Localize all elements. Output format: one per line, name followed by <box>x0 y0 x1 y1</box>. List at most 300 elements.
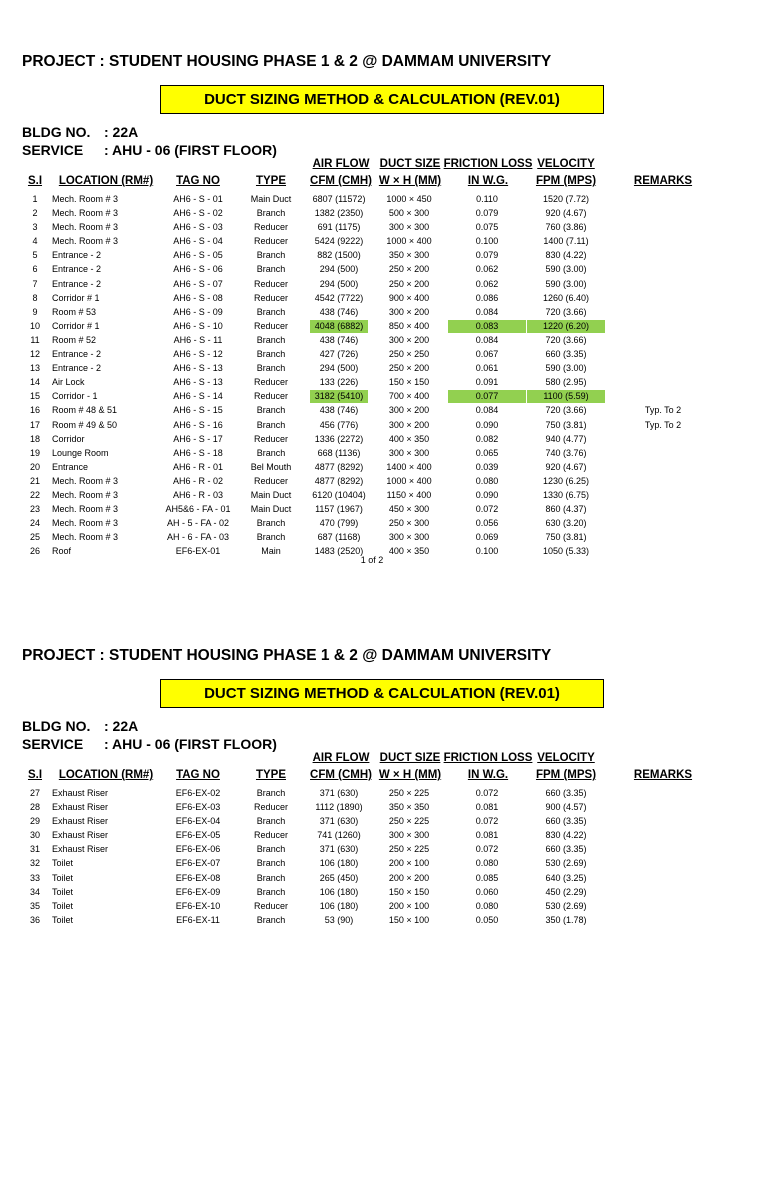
page-number: 1 of 2 <box>360 555 384 565</box>
cell-rem: Typ. To 2 <box>644 419 682 430</box>
cell-fric: 0.110 <box>476 194 498 204</box>
cell-fric: 0.085 <box>475 872 499 883</box>
cell-tag: AH6 - S - 01 <box>173 194 223 204</box>
cell-fric: 0.072 <box>475 844 499 855</box>
cell-tag: EF6-EX-01 <box>175 546 221 557</box>
header-si: S.I <box>27 175 43 187</box>
project-title: PROJECT : STUDENT HOUSING PHASE 1 & 2 @ DAMMAM UNIVERSITY <box>22 647 552 664</box>
cell-loc: Entrance <box>52 461 89 472</box>
table-row <box>0 447 768 461</box>
service-value: : AHU - 06 (FIRST FLOOR) <box>104 736 277 752</box>
header-location: LOCATION (RM#) <box>58 769 154 781</box>
cell-tag: AH - 6 - FA - 03 <box>166 532 230 543</box>
table-row <box>0 914 768 928</box>
cell-loc: Mech. Room # 3 <box>52 222 119 233</box>
cell-type: Reducer <box>253 377 289 388</box>
table-row <box>0 503 768 517</box>
cell-tag: AH6 - S - 11 <box>173 334 223 345</box>
table-row <box>0 829 768 843</box>
table-row <box>0 857 768 871</box>
cell-duct: 1000 × 400 <box>386 236 432 247</box>
cell-vel: 1260 (6.40) <box>542 292 590 303</box>
cell-vel: 590 (3.00) <box>545 264 587 275</box>
cell-tag: EF6-EX-09 <box>175 886 221 897</box>
cell-loc: Mech. Room # 3 <box>52 236 119 247</box>
table-row <box>0 263 768 277</box>
cell-duct: 300 × 300 <box>388 532 430 543</box>
cell-duct: 150 × 150 <box>388 377 430 388</box>
cell-duct: 250 × 200 <box>388 264 430 275</box>
cell-vel: 830 (4.22) <box>545 250 587 261</box>
header-velocity-top: VELOCITY <box>537 158 595 170</box>
cell-air: 6807 (11572) <box>312 194 366 204</box>
cell-vel: 590 (3.00) <box>545 363 587 374</box>
cell-air: 294 (500) <box>319 278 359 289</box>
cell-loc: Entrance - 2 <box>52 349 102 360</box>
cell-loc: Mech. Room # 3 <box>52 489 119 500</box>
cell-air: 294 (500) <box>319 264 359 275</box>
cell-fric: 0.077 <box>448 390 526 403</box>
cell-vel: 350 (1.78) <box>545 914 587 925</box>
cell-vel: 1050 (5.33) <box>542 546 590 557</box>
cell-duct: 300 × 300 <box>388 222 430 233</box>
cell-si: 18 <box>29 433 41 444</box>
cell-type: Branch <box>256 349 286 360</box>
cell-air: 106 (180) <box>319 858 359 869</box>
cell-fric: 0.080 <box>475 858 499 869</box>
page-2 <box>0 594 768 1188</box>
header-ductsize-top: DUCT SIZE <box>379 752 441 764</box>
cell-tag: AH6 - R - 03 <box>172 489 224 500</box>
header-tag-no: TAG NO <box>176 175 220 187</box>
cell-duct: 900 × 400 <box>388 292 430 303</box>
cell-si: 28 <box>29 802 41 813</box>
cell-fric: 0.100 <box>475 546 499 557</box>
table-row <box>0 900 768 914</box>
cell-duct: 1000 × 450 <box>386 194 432 204</box>
cell-air: 6120 (10404) <box>312 489 366 500</box>
table-row <box>0 193 768 207</box>
cell-tag: AH6 - S - 13 <box>173 363 223 374</box>
cell-vel: 830 (4.22) <box>545 830 587 841</box>
cell-si: 9 <box>32 306 38 317</box>
bldg-label: BLDG NO. <box>22 124 91 140</box>
cell-air: 882 (1500) <box>317 250 361 261</box>
cell-duct: 1000 × 400 <box>386 475 432 486</box>
cell-si: 34 <box>29 886 41 897</box>
cell-duct: 150 × 150 <box>388 886 430 897</box>
cell-fric: 0.075 <box>475 222 499 233</box>
cell-loc: Corridor # 1 <box>52 320 100 331</box>
cell-type: Branch <box>256 914 286 925</box>
cell-duct: 300 × 200 <box>388 306 430 317</box>
cell-type: Branch <box>256 405 286 416</box>
cell-air: 668 (1136) <box>317 447 361 458</box>
cell-air: 3182 (5410) <box>310 390 368 403</box>
cell-fric: 0.069 <box>475 532 499 543</box>
cell-loc: Entrance - 2 <box>52 264 102 275</box>
cell-tag: AH6 - S - 12 <box>173 349 223 360</box>
cell-duct: 250 × 200 <box>388 363 430 374</box>
header-airflow-top: AIR FLOW <box>312 752 370 764</box>
cell-duct: 300 × 300 <box>388 447 430 458</box>
cell-vel: 740 (3.76) <box>545 447 587 458</box>
cell-si: 30 <box>29 830 41 841</box>
cell-duct: 250 × 225 <box>388 788 430 798</box>
table-row <box>0 376 768 390</box>
cell-loc: Toilet <box>52 858 74 869</box>
cell-fric: 0.081 <box>475 802 499 813</box>
cell-air: 438 (746) <box>319 334 359 345</box>
cell-loc: Corridor # 1 <box>52 292 100 303</box>
table-row <box>0 249 768 263</box>
cell-type: Reducer <box>253 433 289 444</box>
cell-air: 4877 (8292) <box>314 461 364 472</box>
cell-fric: 0.061 <box>475 363 499 374</box>
cell-duct: 450 × 300 <box>388 504 430 515</box>
cell-si: 2 <box>32 208 38 219</box>
bldg-label: BLDG NO. <box>22 718 91 734</box>
cell-si: 31 <box>29 844 41 855</box>
cell-air: 294 (500) <box>319 363 359 374</box>
cell-type: Reducer <box>253 802 289 813</box>
table-row <box>0 419 768 433</box>
cell-duct: 300 × 200 <box>388 334 430 345</box>
calculation-title: DUCT SIZING METHOD & CALCULATION (REV.01) <box>204 91 560 108</box>
cell-duct: 250 × 250 <box>388 349 430 360</box>
cell-si: 21 <box>29 475 41 486</box>
cell-vel: 450 (2.29) <box>545 886 587 897</box>
cell-si: 25 <box>29 532 41 543</box>
cell-duct: 200 × 100 <box>388 900 430 911</box>
cell-si: 1 <box>32 194 38 204</box>
cell-fric: 0.039 <box>475 461 499 472</box>
table-row <box>0 390 768 404</box>
table-row <box>0 433 768 447</box>
cell-loc: Mech. Room # 3 <box>52 504 119 515</box>
cell-type: Main Duct <box>250 504 292 515</box>
calculation-title: DUCT SIZING METHOD & CALCULATION (REV.01) <box>204 685 560 702</box>
cell-type: Reducer <box>253 292 289 303</box>
table-row <box>0 801 768 815</box>
header-friction-top: FRICTION LOSS <box>443 158 533 170</box>
cell-duct: 350 × 300 <box>388 250 430 261</box>
cell-type: Branch <box>256 363 286 374</box>
cell-duct: 150 × 100 <box>388 914 430 925</box>
cell-tag: AH5&6 - FA - 01 <box>165 504 231 515</box>
cell-loc: Entrance - 2 <box>52 250 102 261</box>
cell-si: 5 <box>32 250 38 261</box>
cell-fric: 0.060 <box>475 886 499 897</box>
cell-si: 12 <box>29 349 41 360</box>
cell-tag: AH6 - S - 17 <box>173 433 223 444</box>
cell-si: 17 <box>29 419 41 430</box>
bldg-value: : 22A <box>104 718 139 734</box>
cell-air: 4048 (6882) <box>310 320 368 333</box>
table-row <box>0 886 768 900</box>
cell-vel: 720 (3.66) <box>545 306 587 317</box>
cell-fric: 0.079 <box>475 208 499 219</box>
cell-si: 27 <box>29 788 41 798</box>
cell-air: 4542 (7722) <box>314 292 364 303</box>
cell-type: Bel Mouth <box>250 461 292 472</box>
header-friction-bottom: IN W.G. <box>467 769 509 781</box>
table-row <box>0 545 768 559</box>
cell-type: Branch <box>256 532 286 543</box>
cell-fric: 0.090 <box>475 419 499 430</box>
cell-air: 4877 (8292) <box>314 475 364 486</box>
cell-tag: AH6 - S - 07 <box>173 278 223 289</box>
cell-fric: 0.082 <box>475 433 499 444</box>
header-si: S.I <box>27 769 43 781</box>
table-body-page-2 <box>0 787 768 928</box>
cell-vel: 1520 (7.72) <box>542 194 590 204</box>
table-row <box>0 278 768 292</box>
cell-tag: AH6 - R - 02 <box>172 475 224 486</box>
header-ductsize-top: DUCT SIZE <box>379 158 441 170</box>
cell-fric: 0.062 <box>475 278 499 289</box>
cell-loc: Corridor <box>52 433 85 444</box>
cell-tag: AH6 - S - 10 <box>173 320 223 331</box>
cell-fric: 0.079 <box>475 250 499 261</box>
bldg-value: : 22A <box>104 124 139 140</box>
cell-fric: 0.067 <box>475 349 499 360</box>
cell-fric: 0.080 <box>475 900 499 911</box>
cell-loc: Toilet <box>52 886 74 897</box>
cell-air: 427 (726) <box>319 349 359 360</box>
cell-duct: 400 × 350 <box>388 433 430 444</box>
cell-si: 33 <box>29 872 41 883</box>
cell-air: 741 (1260) <box>317 830 361 841</box>
cell-type: Branch <box>256 419 286 430</box>
cell-rem: Typ. To 2 <box>644 405 682 416</box>
cell-air: 1336 (2272) <box>314 433 364 444</box>
cell-si: 35 <box>29 900 41 911</box>
cell-loc: Exhaust Riser <box>52 788 109 798</box>
service-value: : AHU - 06 (FIRST FLOOR) <box>104 142 277 158</box>
cell-vel: 1220 (6.20) <box>527 320 605 333</box>
cell-air: 106 (180) <box>319 900 359 911</box>
cell-tag: AH6 - S - 02 <box>173 208 223 219</box>
table-row <box>0 531 768 545</box>
cell-loc: Exhaust Riser <box>52 802 109 813</box>
cell-fric: 0.072 <box>475 504 499 515</box>
cell-air: 5424 (9222) <box>314 236 364 247</box>
cell-air: 470 (799) <box>319 518 359 529</box>
cell-fric: 0.065 <box>475 447 499 458</box>
cell-loc: Exhaust Riser <box>52 844 109 855</box>
cell-type: Branch <box>256 264 286 275</box>
header-friction-top: FRICTION LOSS <box>443 752 533 764</box>
cell-type: Branch <box>256 334 286 345</box>
cell-fric: 0.072 <box>475 788 499 798</box>
cell-si: 32 <box>29 858 41 869</box>
cell-type: Branch <box>256 518 286 529</box>
cell-vel: 590 (3.00) <box>545 278 587 289</box>
cell-si: 3 <box>32 222 38 233</box>
cell-si: 8 <box>32 292 38 303</box>
cell-vel: 1330 (6.75) <box>542 489 590 500</box>
table-row <box>0 461 768 475</box>
cell-tag: EF6-EX-05 <box>175 830 221 841</box>
cell-fric: 0.050 <box>475 914 499 925</box>
cell-duct: 200 × 200 <box>388 872 430 883</box>
cell-si: 10 <box>29 320 41 331</box>
cell-fric: 0.083 <box>448 320 526 333</box>
cell-duct: 300 × 200 <box>388 419 430 430</box>
table-row <box>0 815 768 829</box>
cell-loc: Toilet <box>52 914 74 925</box>
cell-duct: 700 × 400 <box>388 391 430 402</box>
header-ductsize-bottom: W × H (MM) <box>378 769 442 781</box>
cell-type: Reducer <box>253 475 289 486</box>
project-title: PROJECT : STUDENT HOUSING PHASE 1 & 2 @ DAMMAM UNIVERSITY <box>22 53 552 70</box>
cell-si: 7 <box>32 278 38 289</box>
cell-si: 11 <box>30 334 40 345</box>
cell-si: 6 <box>32 264 38 275</box>
cell-loc: Corridor - 1 <box>52 391 98 402</box>
cell-loc: Mech. Room # 3 <box>52 194 119 204</box>
cell-air: 53 (90) <box>324 914 354 925</box>
header-ductsize-bottom: W × H (MM) <box>378 175 442 187</box>
bldg-info <box>22 718 138 734</box>
cell-si: 26 <box>29 546 41 557</box>
cell-loc: Lounge Room <box>52 447 109 458</box>
table-row <box>0 221 768 235</box>
table-row <box>0 843 768 857</box>
header-velocity-bottom: FPM (MPS) <box>535 175 597 187</box>
cell-vel: 660 (3.35) <box>545 788 587 798</box>
table-row <box>0 489 768 503</box>
table-row <box>0 334 768 348</box>
cell-duct: 250 × 300 <box>388 518 430 529</box>
cell-loc: Mech. Room # 3 <box>52 518 119 529</box>
cell-vel: 580 (2.95) <box>545 377 587 388</box>
cell-tag: AH6 - S - 03 <box>173 222 223 233</box>
cell-fric: 0.100 <box>475 236 499 247</box>
cell-tag: AH6 - S - 05 <box>173 250 223 261</box>
cell-air: 133 (226) <box>319 377 359 388</box>
header-velocity-top: VELOCITY <box>537 752 595 764</box>
cell-vel: 530 (2.69) <box>545 858 587 869</box>
header-velocity-bottom: FPM (MPS) <box>535 769 597 781</box>
cell-loc: Exhaust Riser <box>52 830 109 841</box>
cell-air: 438 (746) <box>319 306 359 317</box>
cell-air: 456 (776) <box>319 419 359 430</box>
cell-si: 15 <box>29 391 41 402</box>
header-type: TYPE <box>255 175 287 187</box>
cell-duct: 1400 × 400 <box>386 461 432 472</box>
cell-fric: 0.056 <box>475 518 499 529</box>
table-row <box>0 207 768 221</box>
table-row <box>0 292 768 306</box>
cell-duct: 1150 × 400 <box>386 489 432 500</box>
cell-type: Reducer <box>253 236 289 247</box>
cell-si: 13 <box>29 363 41 374</box>
cell-tag: AH6 - S - 15 <box>173 405 223 416</box>
cell-type: Branch <box>256 872 286 883</box>
cell-type: Reducer <box>253 900 289 911</box>
header-tag-no: TAG NO <box>176 769 220 781</box>
cell-vel: 660 (3.35) <box>545 816 587 827</box>
cell-fric: 0.090 <box>475 489 499 500</box>
cell-tag: EF6-EX-10 <box>175 900 221 911</box>
cell-vel: 640 (3.25) <box>545 872 587 883</box>
cell-type: Branch <box>256 858 286 869</box>
cell-si: 14 <box>29 377 41 388</box>
cell-type: Reducer <box>253 222 289 233</box>
cell-duct: 850 × 400 <box>388 320 430 331</box>
cell-fric: 0.080 <box>475 475 499 486</box>
cell-tag: EF6-EX-03 <box>175 802 221 813</box>
cell-type: Reducer <box>253 391 289 402</box>
cell-type: Main Duct <box>250 489 292 500</box>
cell-tag: AH6 - S - 16 <box>173 419 223 430</box>
cell-si: 4 <box>32 236 38 247</box>
header-remarks: REMARKS <box>633 769 693 781</box>
cell-air: 1112 (1890) <box>315 802 363 813</box>
cell-loc: Toilet <box>52 872 74 883</box>
cell-vel: 940 (4.77) <box>545 433 587 444</box>
cell-duct: 300 × 200 <box>388 405 430 416</box>
table-row <box>0 787 768 801</box>
cell-fric: 0.081 <box>475 830 499 841</box>
cell-tag: AH6 - S - 13 <box>173 377 223 388</box>
header-friction-bottom: IN W.G. <box>467 175 509 187</box>
cell-fric: 0.091 <box>475 377 499 388</box>
cell-si: 20 <box>29 461 41 472</box>
header-type: TYPE <box>255 769 287 781</box>
cell-fric: 0.084 <box>475 306 499 317</box>
cell-loc: Toilet <box>52 900 74 911</box>
cell-loc: Mech. Room # 3 <box>52 208 119 219</box>
cell-type: Reducer <box>253 278 289 289</box>
cell-loc: Exhaust Riser <box>52 816 109 827</box>
calculation-title-box <box>160 679 604 708</box>
cell-si: 22 <box>29 489 41 500</box>
cell-type: Branch <box>256 788 286 798</box>
table-body-page-1 <box>0 193 768 559</box>
cell-air: 371 (630) <box>319 788 359 798</box>
cell-type: Main Duct <box>250 194 292 204</box>
cell-duct: 300 × 300 <box>388 830 430 841</box>
cell-tag: AH6 - S - 14 <box>173 391 223 402</box>
cell-si: 36 <box>29 914 41 925</box>
table-row <box>0 872 768 886</box>
cell-si: 24 <box>29 518 41 529</box>
cell-air: 1382 (2350) <box>314 208 364 219</box>
cell-tag: EF6-EX-11 <box>176 914 220 925</box>
cell-duct: 200 × 100 <box>388 858 430 869</box>
table-row <box>0 235 768 249</box>
table-row <box>0 362 768 376</box>
cell-tag: AH6 - S - 04 <box>173 236 223 247</box>
cell-vel: 720 (3.66) <box>545 334 587 345</box>
cell-vel: 920 (4.67) <box>545 208 587 219</box>
header-remarks: REMARKS <box>633 175 693 187</box>
header-airflow-bottom: CFM (CMH) <box>310 769 372 781</box>
cell-si: 19 <box>29 447 41 458</box>
cell-si: 16 <box>29 405 41 416</box>
cell-fric: 0.084 <box>475 405 499 416</box>
cell-loc: Room # 52 <box>52 334 97 345</box>
cell-vel: 720 (3.66) <box>545 405 587 416</box>
cell-air: 691 (1175) <box>317 222 361 233</box>
cell-fric: 0.084 <box>475 334 499 345</box>
cell-duct: 400 × 350 <box>388 546 430 557</box>
cell-duct: 350 × 350 <box>388 802 430 813</box>
cell-air: 371 (630) <box>319 844 359 855</box>
